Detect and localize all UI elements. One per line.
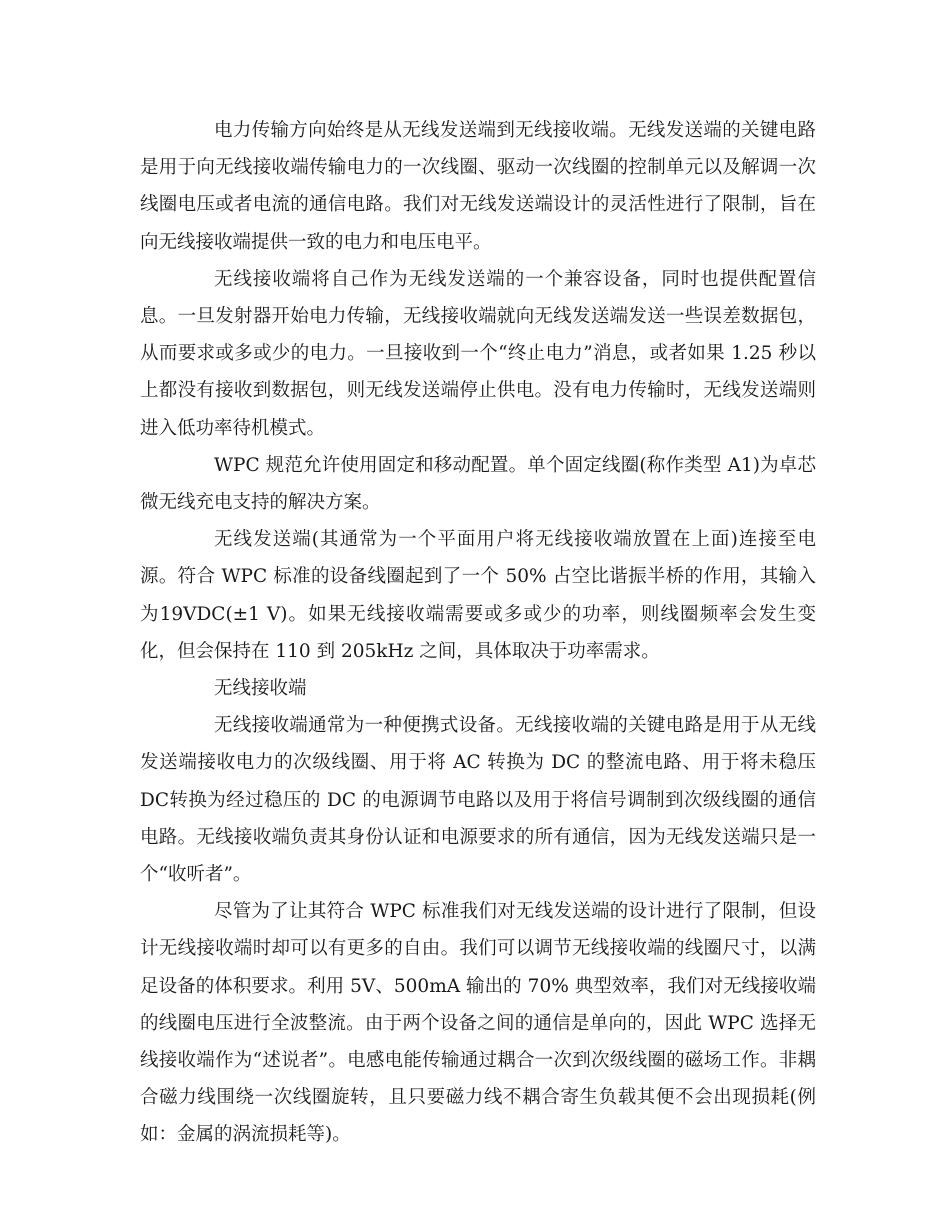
paragraph-power-transfer-direction: 电力传输方向始终是从无线发送端到无线接收端。无线发送端的关键电路是用于向无线接收端传输电力的一次线圈、驱动一次线圈的控制单元以及解调一次线圈电压或者电流的通信电路。我们对无线发送端设计的灵活性进行了限制，旨在向无线接收端提供一致的电力和电压电平。	[140, 120, 816, 253]
paragraph-wpc-configuration: WPC 规范允许使用固定和移动配置。单个固定线圈(称作类型 A1)为卓芯微无线充电支持的解决方案。	[140, 454, 816, 514]
paragraph-transmitter-power-supply: 无线发送端(其通常为一个平面用户将无线接收端放置在上面)连接至电源。符合 WPC 标准的设备线圈起到了一个 50% 占空比谐振半桥的作用，其输入为19VDC(±1 V)。如果无线接收端需要或多或少的功率，则线圈频率会发生变化，但会保持在 110 到 205kHz 之间，具体取决于功率需求。	[140, 529, 816, 662]
section-heading-receiver: 无线接收端	[214, 678, 307, 700]
document-body	[140, 112, 816, 1154]
paragraph-receiver-compatibility: 无线接收端将自己作为无线发送端的一个兼容设备，同时也提供配置信息。一旦发射器开始电力传输，无线接收端就向无线发送端发送一些误差数据包，从而要求或多或少的电力。一旦接收到一个“终止电力”消息，或者如果 1.25 秒以上都没有接收到数据包，则无线发送端停止供电。没有电力传输时，无线发送端则进入低功率待机模式。	[140, 268, 816, 439]
paragraph-receiver-design-freedom: 尽管为了让其符合 WPC 标准我们对无线发送端的设计进行了限制，但设计无线接收端时却可以有更多的自由。我们可以调节无线接收端的线圈尺寸，以满足设备的体积要求。利用 5V、500mA 输出的 70% 典型效率，我们对无线接收端的线圈电压进行全波整流。由于两个设备之间的通信是单向的，因此 WPC 选择无线接收端作为“述说者”。电感电能传输通过耦合一次到次级线圈的磁场工作。非耦合磁力线围绕一次线圈旋转，且只要磁力线不耦合寄生负载其便不会出现损耗(例如：金属的涡流损耗等)。	[140, 901, 816, 1146]
paragraph-receiver-circuits: 无线接收端通常为一种便携式设备。无线接收端的关键电路是用于从无线发送端接收电力的次级线圈、用于将 AC 转换为 DC 的整流电路、用于将未稳压DC转换为经过稳压的 DC 的电源调节电路以及用于将信号调制到次级线圈的通信电路。无线接收端负责其身份认证和电源要求的所有通信，因为无线发送端只是一个“收听者”。	[140, 715, 816, 886]
